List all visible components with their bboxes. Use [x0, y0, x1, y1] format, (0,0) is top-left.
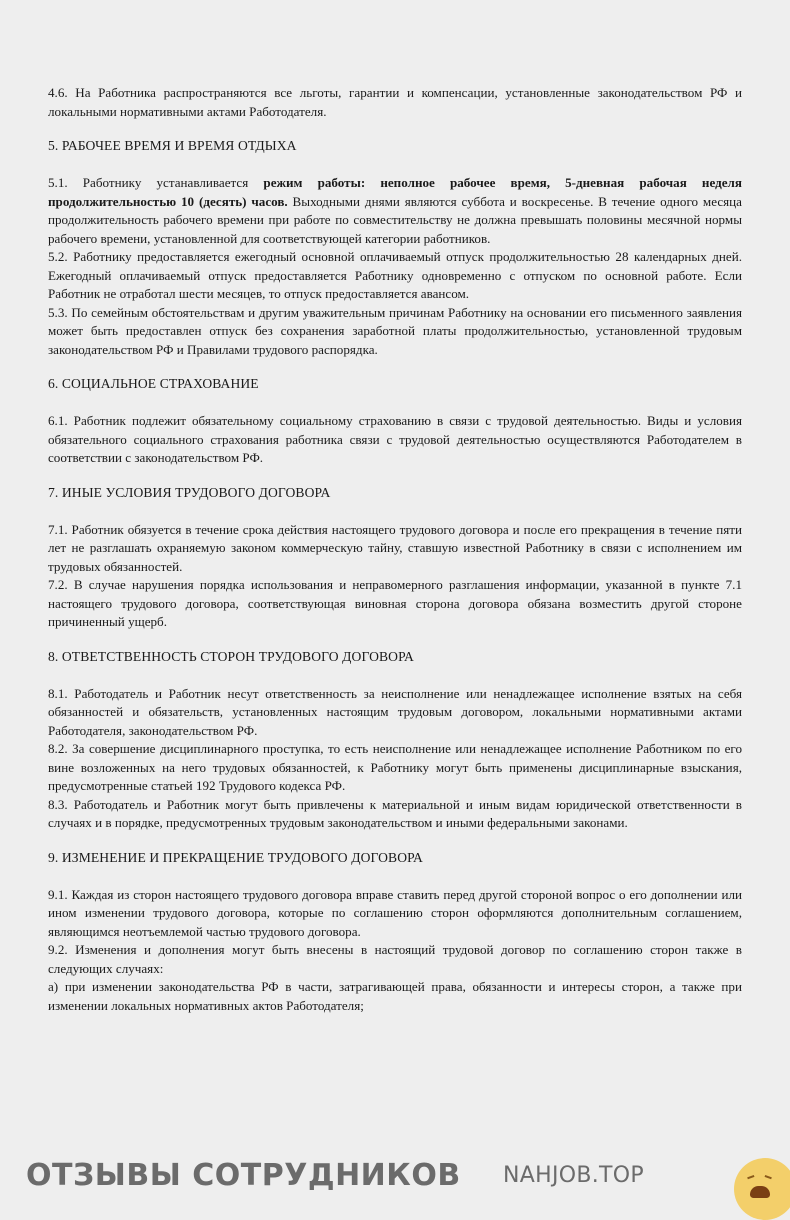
clause-8-2: 8.2. За совершение дисциплинарного проступка, то есть неисполнение или ненадлежащее исполнение Работником по его вине возложенных на него трудовых обязанностей, к Работнику могут быть применены дисциплинарные взыскания, предусмотренные статьей 192 Трудового кодекса РФ.: [48, 741, 742, 793]
section-9-heading: 9. ИЗМЕНЕНИЕ И ПРЕКРАЩЕНИЕ ТРУДОВОГО ДОГОВОРА: [48, 849, 423, 865]
watermark-footer: [0, 1148, 790, 1200]
clause-6-1: 6.1. Работник подлежит обязательному социальному страхованию в связи с трудовой деятельностью. Виды и условия обязательного социального страхования работника связи с трудовой деятельностью осуществляются Работодателем в соответствии с законодательством РФ.: [48, 413, 742, 465]
clause-8-3: 8.3. Работодатель и Работник могут быть привлечены к материальной и иным видам юридической ответственности в случаях и в порядке, предусмотренных трудовым законодательством и иными федеральными законами.: [48, 796, 742, 830]
clause-5-1: 5.1. Работнику устанавливается режим работы: неполное рабочее время, 5-дневная рабочая неделя продолжительностью 10 (десять) часов. Выходными днями являются суббота и воскресенье. В течение одного месяца продолжительность рабочего времени при работе по совместительству не должна превышать половины месячной нормы рабочего времени, установленной для соответствующей категории работников.: [48, 175, 742, 246]
clause-4-6: 4.6. На Работника распространяются все льготы, гарантии и компенсации, установленные законодательством РФ и локальными нормативными актами Работодателя.: [48, 85, 742, 119]
clause-5-2: 5.2. Работнику предоставляется ежегодный основной оплачиваемый отпуск продолжительностью 28 календарных дней. Ежегодный оплачиваемый отпуск предоставляется Работнику одновременно с отпуском по основной работе. Если Работник не отработал шести месяцев, то отпуск предоставляется авансом.: [48, 249, 742, 301]
clause-8-1: 8.1. Работодатель и Работник несут ответственность за неисполнение или ненадлежащее исполнение взятых на себя обязанностей и обязательств, установленных настоящим трудовым договором, локальными нормативными актами Работодателя, законодательством РФ.: [48, 685, 742, 738]
section-5-heading: 5. РАБОЧЕЕ ВРЕМЯ И ВРЕМЯ ОТДЫХА: [48, 138, 297, 153]
section-7-heading: 7. ИНЫЕ УСЛОВИЯ ТРУДОВОГО ДОГОВОРА: [48, 484, 331, 500]
clause-9-1: 9.1. Каждая из сторон настоящего трудового договора вправе ставить перед другой стороной вопрос о его дополнении или ином изменении трудового договора, которые по соглашению сторон оформляются дополнительным соглашением, являющимся неотъемлемой частью трудового договора.: [48, 886, 742, 939]
section-6-heading: 6. СОЦИАЛЬНОЕ СТРАХОВАНИЕ: [48, 376, 259, 391]
crying-face-icon: [734, 1158, 790, 1220]
document-page: [48, 84, 742, 1015]
clause-9-2-a: а) при изменении законодательства РФ в части, затрагивающей права, обязанности и интересы сторон, а также при изменении локальных нормативных актов Работодателя;: [48, 979, 742, 1013]
footer-title: ОТЗЫВЫ СОТРУДНИКОВ: [26, 1158, 461, 1193]
clause-7-1: 7.1. Работник обязуется в течение срока действия настоящего трудового договора и после его прекращения в течение пяти лет не разглашать охраняемую законом коммерческую тайну, ставшую известной Работнику в связи с исполнением им трудовых обязанностей.: [48, 521, 742, 574]
clause-7-2: 7.2. В случае нарушения порядка использования и неправомерного разглашения информации, указанной в пункте 7.1 настоящего трудового договора, соответствующая виновная сторона договора обязана возместить другой стороне причиненный ущерб.: [48, 577, 742, 629]
clause-5-3: 5.3. По семейным обстоятельствам и другим уважительным причинам Работнику на основании его письменного заявления может быть предоставлен отпуск без сохранения заработной платы продолжительностью, установленной трудовым законодательством РФ и Правилами трудового распорядка.: [48, 304, 742, 357]
footer-site-link[interactable]: NAHJOB.TOP: [503, 1163, 644, 1188]
section-8-heading: 8. ОТВЕТСТВЕННОСТЬ СТОРОН ТРУДОВОГО ДОГОВОРА: [48, 648, 414, 664]
clause-5-1-bold: режим работы: неполное рабочее время, 5-дневная рабочая неделя продолжительностью 10 (десять) часов.: [48, 175, 742, 209]
clause-9-2: 9.2. Изменения и дополнения могут быть внесены в настоящий трудовой договор по соглашению сторон также в следующих случаях:: [48, 942, 742, 976]
